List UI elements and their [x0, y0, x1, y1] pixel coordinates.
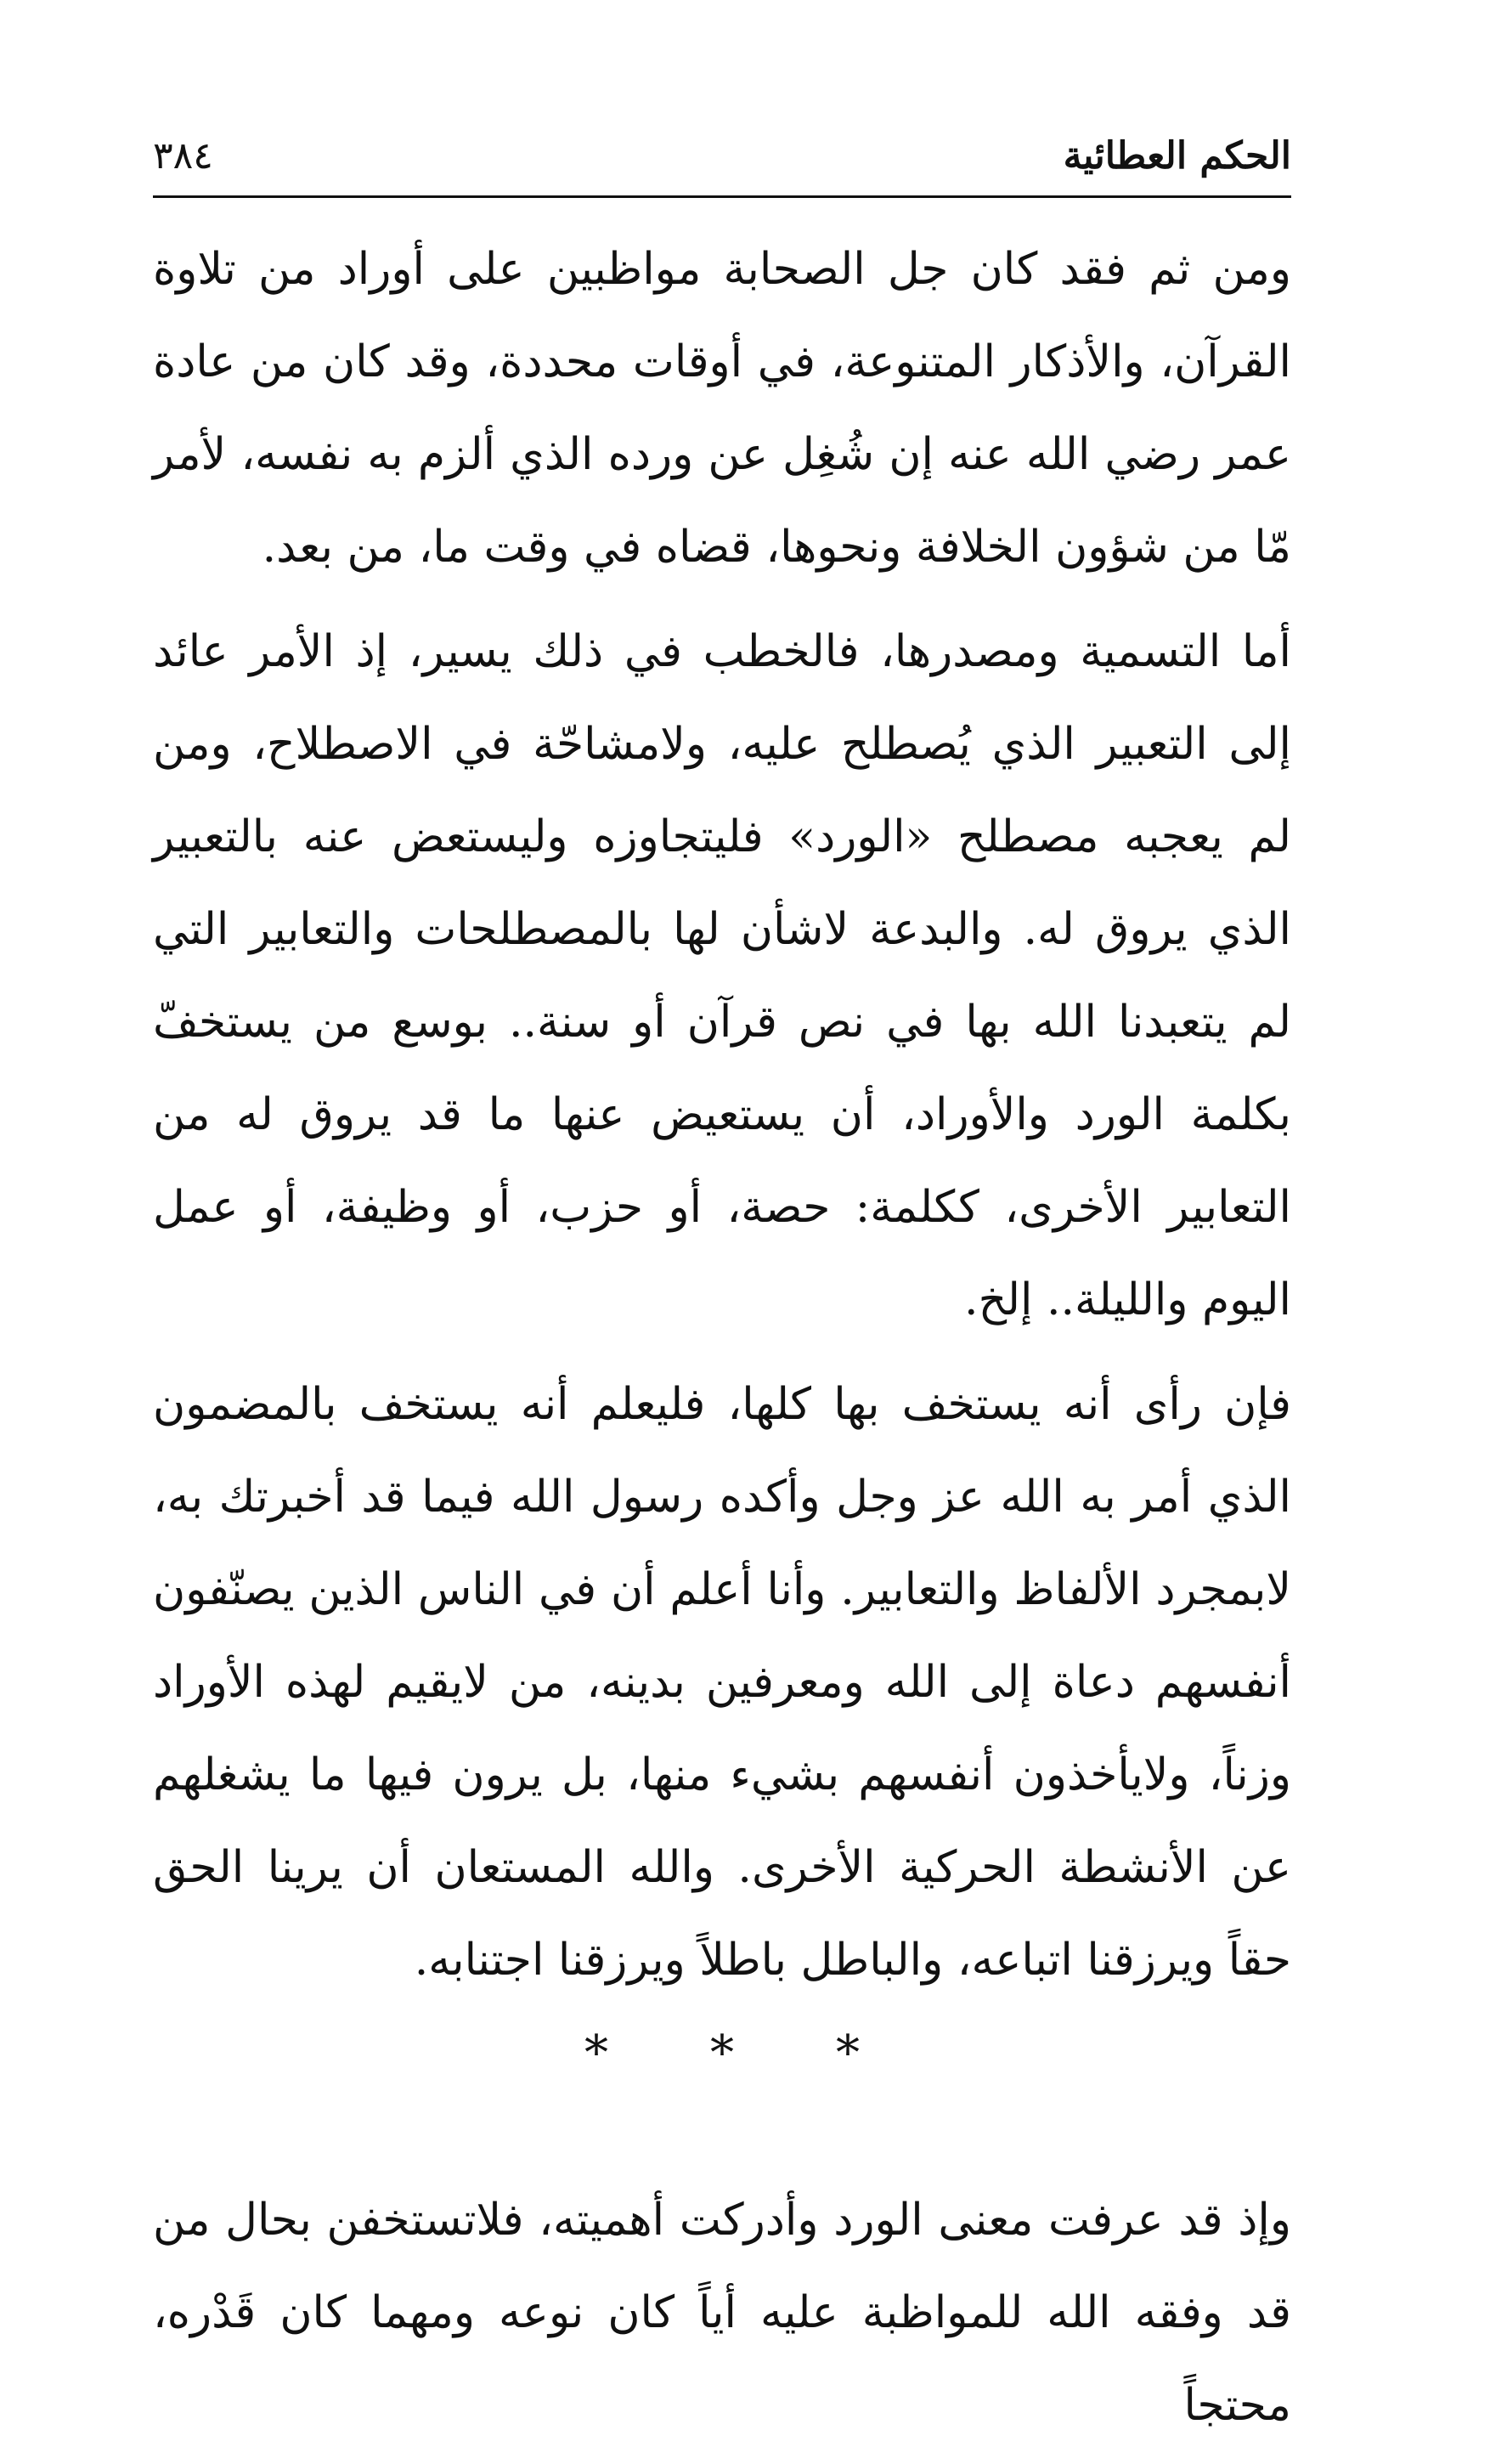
section-separator	[153, 2026, 1291, 2081]
running-header	[153, 127, 1291, 198]
page-number: ٣٨٤	[153, 134, 213, 178]
body-text	[153, 223, 1291, 2452]
separator-star: *	[836, 2026, 860, 2081]
closing-paragraph: وإذ قد عرفت معنى الورد وأدركت أهميته، فلاتستخفن بحال من قد وفقه الله للمواظبة عليه أياً كان نوعه ومهما كان قَدْره، محتجاً	[153, 2195, 1291, 2431]
paragraph-2: أما التسمية ومصدرها، فالخطب في ذلك يسير، إذ الأمر عائد إلى التعبير الذي يُصطلح عليه، ولامشاحّة في الاصطلاح، ومن لم يعجبه مصطلح «الورد» فليتجاوزه وليستعض عنه بالتعبير الذي يروق له. والبدعة لاشأن لها بالمصطلحات والتعابير التي لم يتعبدنا الله بها في نص قرآن أو سنة.. بوسع من يستخفّ بكلمة الورد والأوراد، أن يستعيض عنها ما قد يروق له من التعابير الأخرى، ككلمة: حصة، أو حزب، أو وظيفة، أو عمل اليوم والليلة.. إلخ.	[153, 626, 1291, 1325]
paragraph-1: ومن ثم فقد كان جل الصحابة مواظبين على أوراد من تلاوة القرآن، والأذكار المتنوعة، في أوقات محددة، وقد كان من عادة عمر رضي الله عنه إن شُغِل عن ورده الذي ألزم به نفسه، لأمر مّا من شؤون الخلافة ونحوها، قضاه في وقت ما، من بعد.	[153, 244, 1291, 573]
book-page	[153, 127, 1291, 2464]
separator-star: *	[710, 2026, 734, 2081]
book-title: الحكم العطائية	[1063, 134, 1291, 178]
separator-star: *	[584, 2026, 608, 2081]
paragraph-3: فإن رأى أنه يستخف بها كلها، فليعلم أنه يستخف بالمضمون الذي أمر به الله عز وجل وأكده رسول الله فيما قد أخبرتك به، لابمجرد الألفاظ والتعابير. وأنا أعلم أن في الناس الذين يصنّفون أنفسهم دعاة إلى الله ومعرفين بدينه، من لايقيم لهذه الأوراد وزناً، ولايأخذون أنفسهم بشيء منها، بل يرون فيها ما يشغلهم عن الأنشطة الحركية الأخرى. والله المستعان أن يرينا الحق حقاً ويرزقنا اتباعه، والباطل باطلاً ويرزقنا اجتنابه.	[153, 1379, 1291, 1986]
